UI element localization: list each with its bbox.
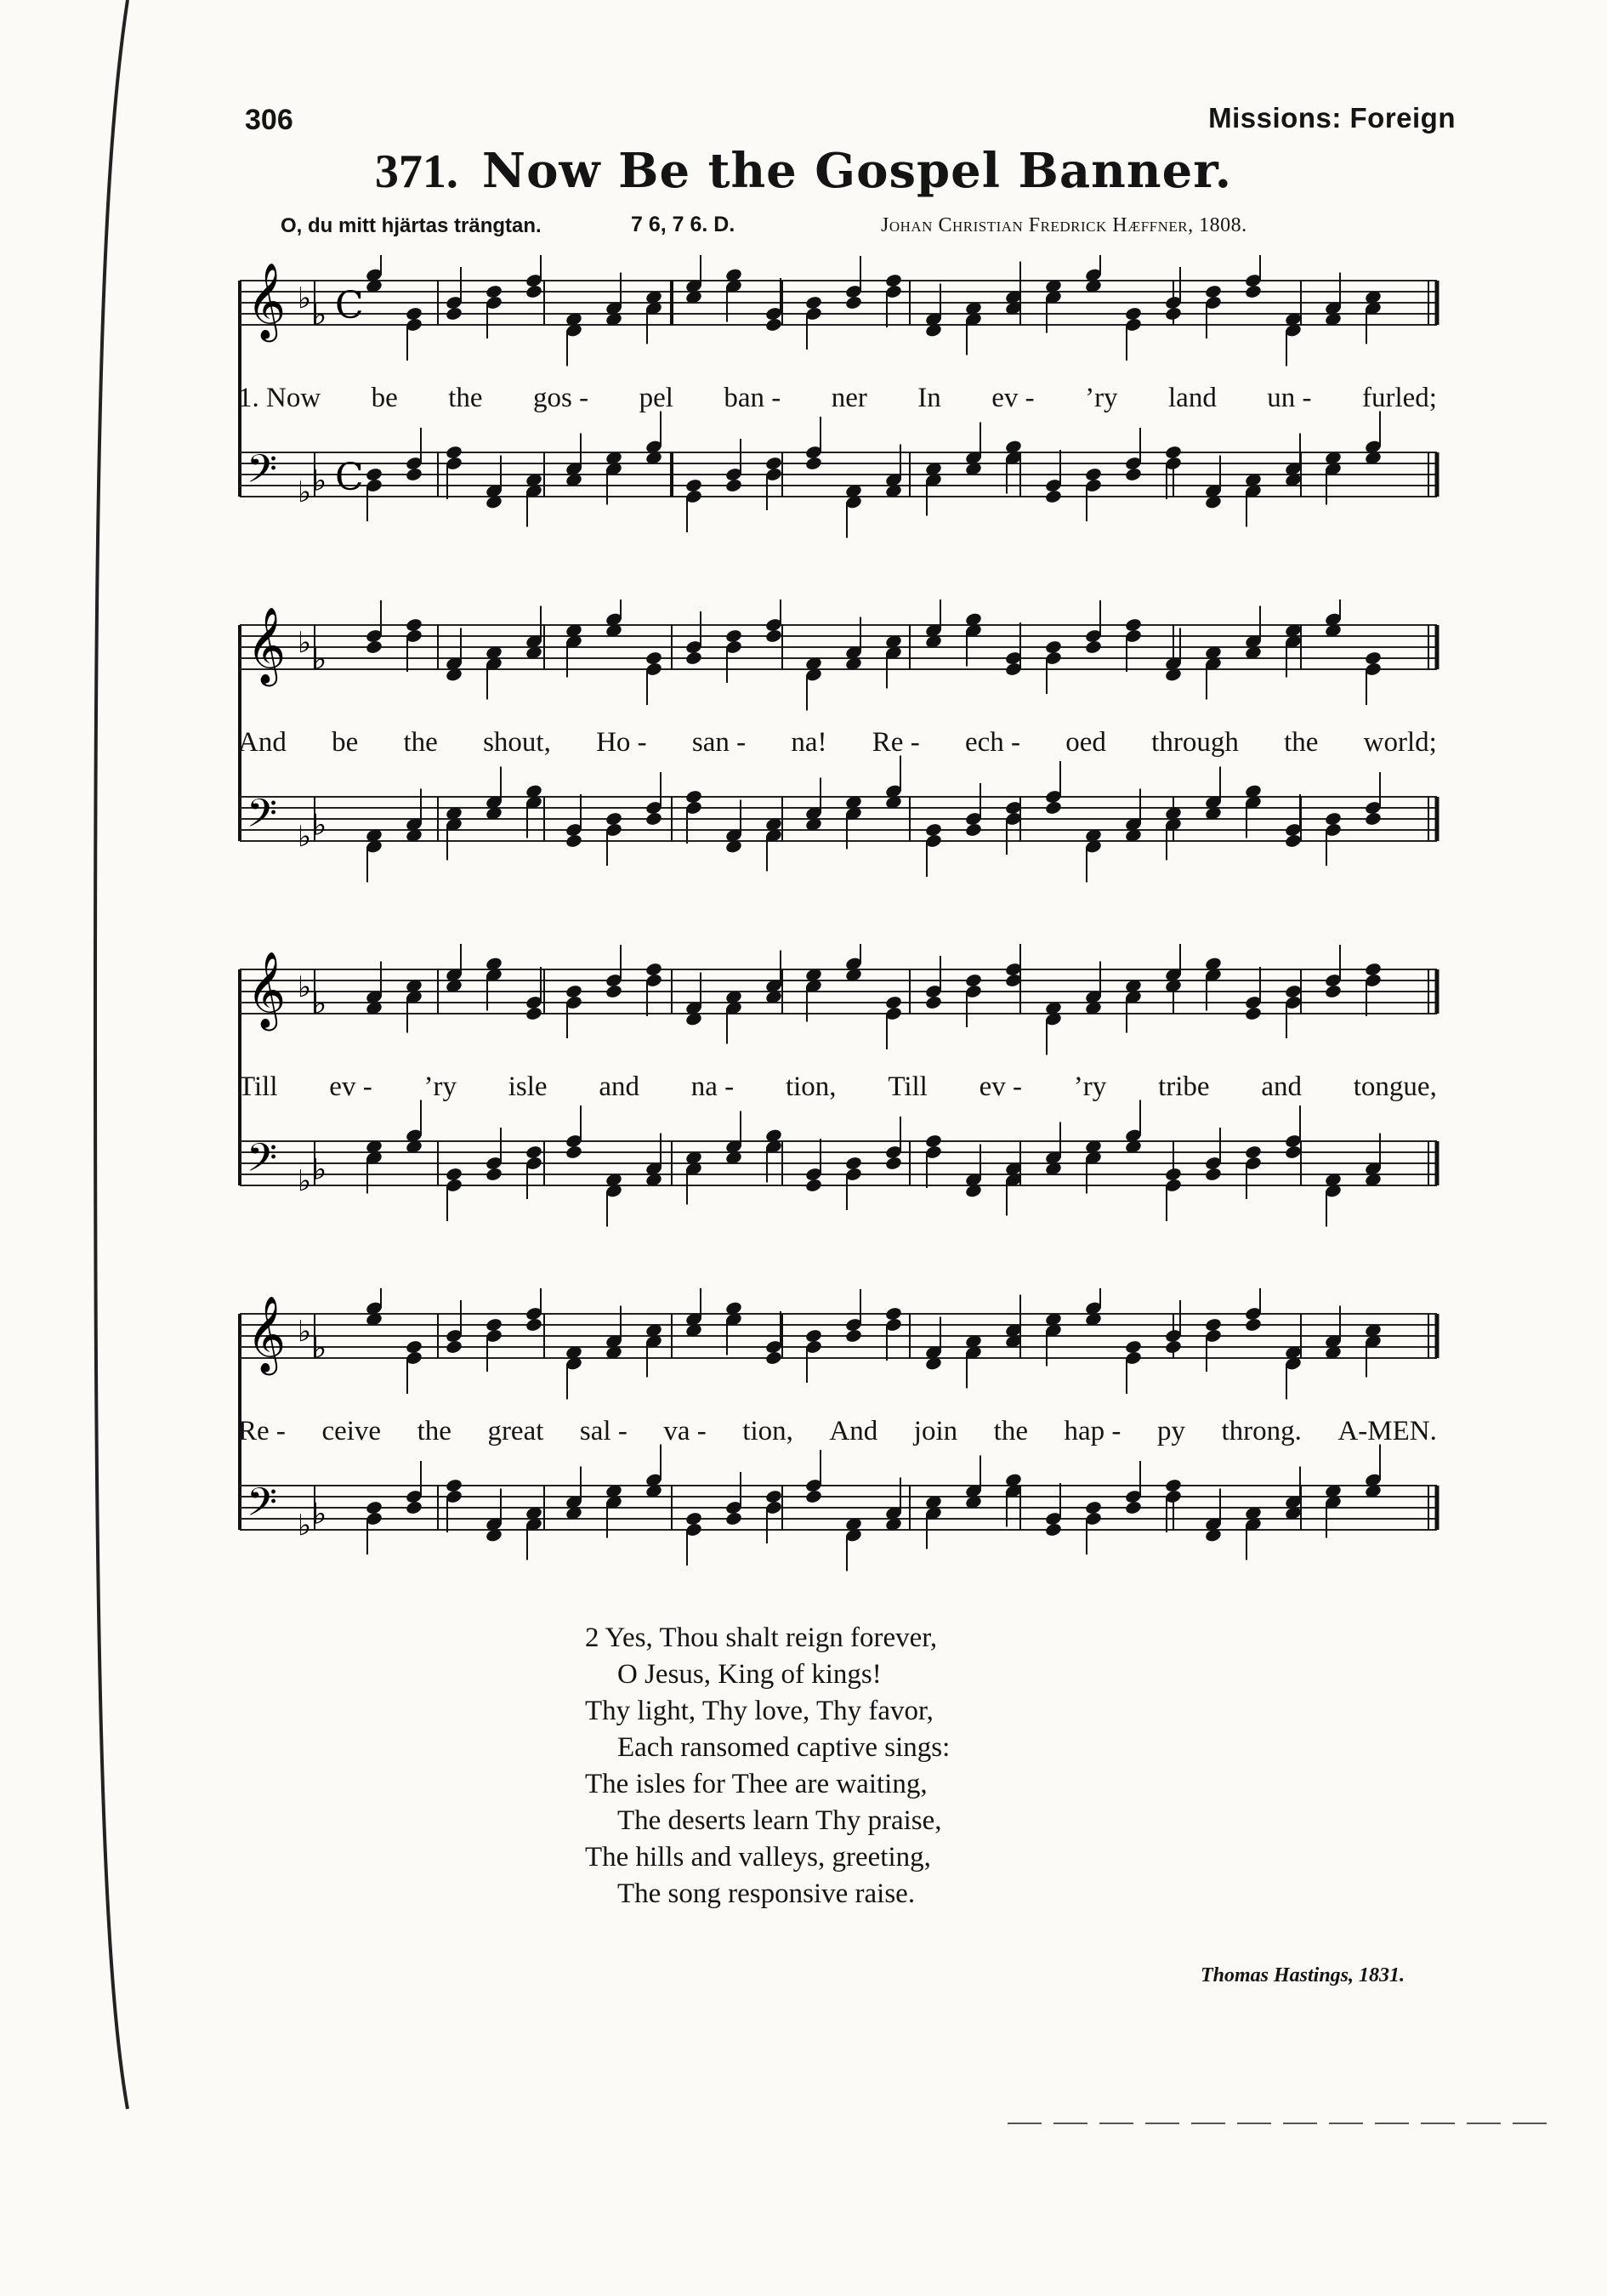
notehead [1084,639,1102,655]
lyrics-line [238,383,1437,414]
notehead [525,1006,542,1021]
stanza-line: The isles for Thee are waiting, [585,1769,928,1799]
lyric-syllable: the [993,1416,1028,1446]
lyric-syllable: the [403,727,438,758]
flat-icon: ♭ [313,1497,327,1532]
notehead [884,1156,902,1171]
hymn-name: Now Be the Gospel Banner. [481,143,1233,199]
meter: 7 6, 7 6. D. [631,213,735,236]
notehead [1284,1145,1302,1160]
stanza-line: The song responsive raise. [617,1878,916,1909]
bass-clef-icon: 𝄢 [247,446,278,502]
flat-icon: ♭ [313,1152,327,1187]
lyric-syllable: be [332,727,359,758]
music-system-4 [0,1288,1607,1594]
lyric-syllable: throng. [1221,1416,1302,1446]
flat-icon: ♭ [298,281,312,315]
stanza-line: The hills and valleys, greeting, [585,1842,931,1873]
common-time-icon: C [335,284,364,327]
notehead [1164,306,1182,321]
notehead [684,651,702,666]
notehead [565,833,582,849]
lyric-syllable: ’ry [423,1071,457,1102]
lyric-syllable: hap - [1064,1416,1121,1446]
stanza-line: The deserts learn Thy praise, [617,1805,942,1836]
notehead [405,1500,423,1515]
lyric-syllable: tongue, [1353,1071,1437,1102]
lyric-syllable: pel [639,383,673,413]
lyric-syllable: na! [791,727,827,758]
lyric-syllable: And [829,1416,878,1446]
lyric-syllable: And [238,727,287,758]
stanza-line: 2 Yes, Thou shalt reign forever, [585,1623,938,1653]
lyric-syllable: the [1284,727,1319,758]
flat-icon: ♭ [298,475,312,509]
lyric-syllable: through [1151,727,1239,758]
lyric-syllable: great [487,1416,544,1446]
hymn-title [0,143,1607,199]
flat-icon: ♭ [298,970,312,1004]
bottom-dashed-rule [1008,2119,1552,2128]
lyric-syllable: ev - [991,383,1035,413]
notehead [764,317,782,332]
notehead [964,822,982,838]
notehead [1044,1522,1062,1537]
lyric-syllable: ev - [979,1071,1023,1102]
notehead [365,639,383,655]
lyric-syllable: tion, [742,1416,793,1446]
stanza-line: Each ransomed captive sings: [617,1732,951,1763]
lyric-syllable: Till [888,1071,928,1102]
notehead [405,467,423,482]
notehead [1244,1006,1262,1021]
notehead [1364,811,1382,827]
lyrics-line [238,1071,1437,1103]
flat-icon: ♭ [298,1164,312,1198]
treble-clef-icon: 𝄞 [247,952,287,1028]
music-system-2 [0,600,1607,906]
notehead [445,306,463,321]
flat-icon: ♭ [313,986,327,1021]
notehead [1124,1500,1142,1515]
notehead [605,984,622,999]
lyric-syllable: Ho - [596,727,647,758]
lyric-syllable: san - [691,727,747,758]
bass-clef-icon: 𝄢 [247,1135,278,1191]
notehead [804,456,822,471]
lyric-syllable: furled; [1362,383,1437,413]
lyric-syllable: na - [690,1071,735,1102]
flat-icon: ♭ [313,1331,327,1366]
composer: Johan Christian Fredrick Hæffner, 1808. [881,214,1247,236]
notehead [844,1328,862,1344]
lyric-syllable: ban - [724,383,781,413]
stanza-line: Thy light, Thy love, Thy favor, [585,1696,934,1726]
notehead [1164,1339,1182,1355]
flat-icon: ♭ [313,298,327,332]
notehead [1044,800,1062,816]
lyrics-line [238,1416,1437,1447]
treble-clef-icon: 𝄞 [247,607,287,684]
lyric-syllable: Till [238,1071,278,1102]
tune-name: O, du mitt hjärtas trängtan. [281,214,542,237]
lyric-syllable: isle [508,1071,548,1102]
lyric-syllable: sal - [579,1416,627,1446]
lyric-syllable: un - [1267,383,1312,413]
flat-icon: ♭ [298,1315,312,1349]
stanza-line: O Jesus, King of kings! [617,1659,882,1690]
page-number: 306 [245,104,293,136]
notehead [1284,833,1302,849]
lyric-syllable: land [1168,383,1217,413]
lyric-syllable: ev - [329,1071,372,1102]
notehead [804,1178,822,1193]
lyric-syllable: ’ry [1085,383,1118,413]
notehead [525,284,542,299]
flat-icon: ♭ [298,820,312,854]
notehead [724,1511,742,1526]
bass-clef-icon: 𝄢 [247,791,278,846]
notehead [445,1339,463,1355]
lyric-syllable: tion, [785,1071,837,1102]
lyric-syllable: ’ry [1073,1071,1107,1102]
flat-icon: ♭ [313,808,327,843]
flat-icon: ♭ [313,642,327,677]
music-system-3 [0,944,1607,1250]
lyric-syllable: and [1261,1071,1302,1102]
notehead [1044,489,1062,504]
notehead [1244,1317,1262,1333]
lyric-syllable: be [371,383,398,413]
lyric-syllable: va - [663,1416,707,1446]
lyric-syllable: gos - [533,383,589,413]
lyric-syllable: world; [1363,727,1437,758]
lyric-syllable: 1. Now [238,383,321,413]
notehead [844,295,862,310]
notehead [645,811,662,827]
lyric-syllable: ech - [964,727,1020,758]
flat-icon: ♭ [313,463,327,498]
notehead [764,628,782,644]
lyric-syllable: A-MEN. [1337,1416,1437,1446]
lyric-syllable: shout, [483,727,551,758]
bass-clef-icon: 𝄢 [247,1480,278,1535]
lyric-syllable: the [448,383,483,413]
flat-icon: ♭ [298,626,312,660]
notehead [924,995,942,1010]
common-time-icon: C [335,456,364,499]
lyrics-line [238,727,1437,759]
notehead [724,478,742,493]
lyric-syllable: ceive [321,1416,382,1446]
notehead [565,1145,582,1160]
hymn-number: 371. [374,145,458,198]
flat-icon: ♭ [298,1509,312,1543]
treble-clef-icon: 𝄞 [247,1296,287,1372]
notehead [1204,1167,1222,1182]
section-heading: Missions: Foreign [1208,102,1456,134]
lyric-syllable: ner [831,383,867,413]
lyric-syllable: Re - [872,727,920,758]
lyric-syllable: In [917,383,941,413]
lyric-syllable: py [1156,1416,1185,1446]
notehead [1244,284,1262,299]
notehead [1124,467,1142,482]
music-system-1 [0,255,1607,561]
lyric-syllable: and [599,1071,639,1102]
notehead [1324,984,1342,999]
stanza-2 [585,1620,950,1912]
notehead [804,1489,822,1504]
lyric-syllable: tribe [1158,1071,1210,1102]
lyric-syllable: Re - [238,1416,286,1446]
notehead [764,1350,782,1366]
text-author: Thomas Hastings, 1831. [1200,1964,1405,1986]
treble-clef-icon: 𝄞 [247,263,287,339]
lyric-syllable: the [417,1416,451,1446]
lyric-syllable: oed [1065,727,1106,758]
lyric-syllable: join [913,1416,958,1446]
notehead [525,1317,542,1333]
notehead [485,1167,503,1182]
